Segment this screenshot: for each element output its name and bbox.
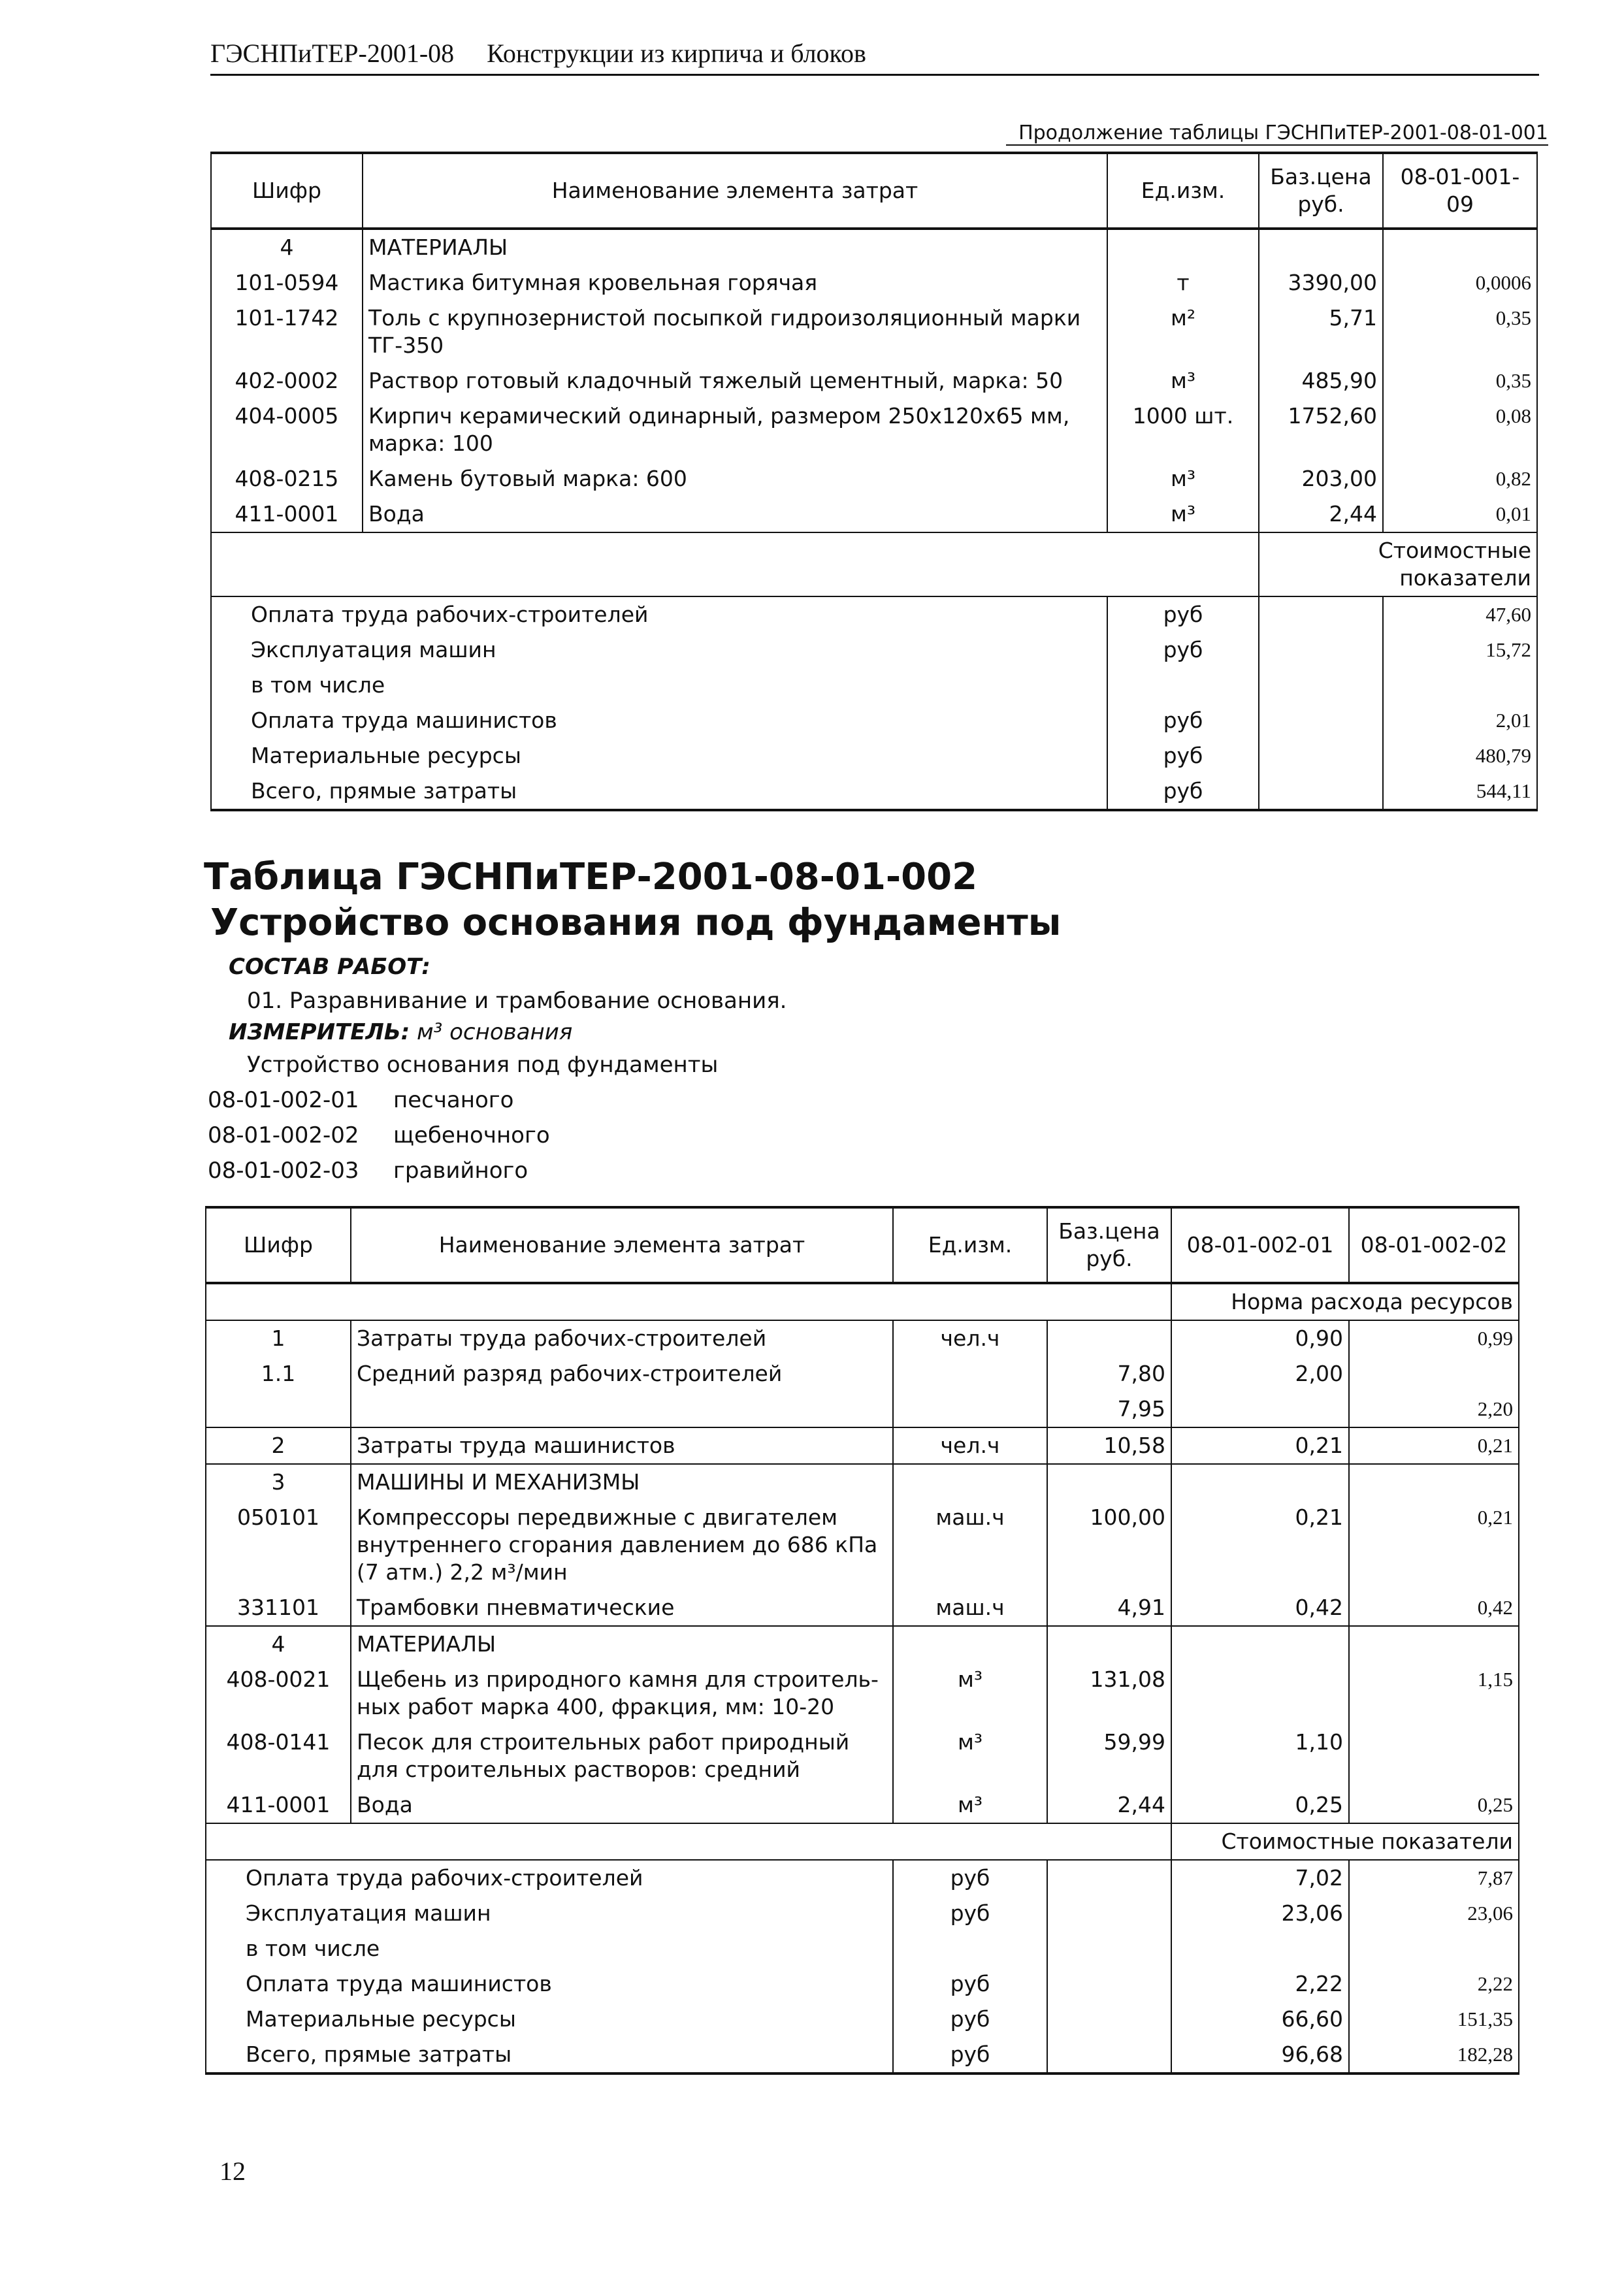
total-label: Оплата труда рабочих-строителей — [211, 596, 1107, 632]
cell-value: 0,82 — [1383, 461, 1537, 496]
total-value: 47,60 — [1383, 596, 1537, 632]
cell-code: 404-0005 — [211, 398, 363, 461]
cell-price: 2,44 — [1259, 496, 1383, 532]
cell-empty — [1047, 2037, 1171, 2073]
cell-empty — [211, 532, 1259, 596]
cell-price: 485,90 — [1259, 363, 1383, 398]
section-name: МАШИНЫ И МЕХАНИЗМЫ — [351, 1464, 893, 1500]
col-header-code: Шифр — [211, 153, 363, 229]
total-value-1: 66,60 — [1171, 2002, 1349, 2037]
total-label: Оплата труда машинистов — [211, 703, 1107, 738]
total-row — [211, 632, 1537, 668]
cell-price: 5,71 — [1259, 301, 1383, 363]
table-row — [206, 1427, 1519, 1464]
variant-name: песчаного — [393, 1087, 514, 1113]
total-row — [206, 1896, 1519, 1931]
cell-unit: 1000 шт. — [1107, 398, 1259, 461]
cost-header: Стоимостные показатели — [1171, 1823, 1519, 1860]
header-code: ГЭСНПиТЕР-2001-08 — [210, 39, 455, 68]
cell-price: 100,00 — [1047, 1500, 1171, 1590]
total-value-2: 23,06 — [1349, 1896, 1519, 1931]
total-label: Эксплуатация машин — [206, 1896, 893, 1931]
col-header-name: Наименование элемента затрат — [351, 1207, 893, 1283]
total-row — [206, 1966, 1519, 2002]
table-continuation-001 — [210, 152, 1538, 811]
section-code: 4 — [206, 1626, 351, 1662]
table-row — [211, 265, 1537, 301]
total-unit: руб — [893, 2002, 1047, 2037]
cell-value-2: 0,21 — [1349, 1500, 1519, 1590]
cell-unit: маш.ч — [893, 1500, 1047, 1590]
total-value — [1383, 668, 1537, 703]
cell-code: 1.1 — [206, 1356, 351, 1391]
cell-empty — [1259, 703, 1383, 738]
total-unit: руб — [1107, 632, 1259, 668]
cell-empty — [206, 1283, 1171, 1320]
table-row — [206, 1662, 1519, 1725]
cell-price: 131,08 — [1047, 1662, 1171, 1725]
cell-price: 1752,60 — [1259, 398, 1383, 461]
cell-unit: м³ — [1107, 461, 1259, 496]
total-unit: руб — [1107, 773, 1259, 810]
cell-value-1 — [1171, 1662, 1349, 1725]
cell-value-2: 0,21 — [1349, 1427, 1519, 1464]
cell-empty — [1047, 1896, 1171, 1931]
cell-price: 2,44 — [1047, 1787, 1171, 1823]
cell-empty — [1383, 229, 1537, 265]
cell-empty — [1047, 1931, 1171, 1966]
total-unit: руб — [893, 1966, 1047, 2002]
col-header-norm-2: 08-01-002-02 — [1349, 1207, 1519, 1283]
table-row — [206, 1320, 1519, 1356]
total-unit: руб — [1107, 596, 1259, 632]
total-label: Всего, прямые затраты — [211, 773, 1107, 810]
section-code: 4 — [211, 229, 363, 265]
cell-price: 4,91 — [1047, 1590, 1171, 1626]
total-value: 15,72 — [1383, 632, 1537, 668]
cell-value-1: 0,42 — [1171, 1590, 1349, 1626]
cell-value: 0,0006 — [1383, 265, 1537, 301]
cell-name: Вода — [351, 1787, 893, 1823]
cell-value-1 — [1171, 1391, 1349, 1427]
cell-empty — [1171, 1626, 1349, 1662]
total-unit: руб — [1107, 703, 1259, 738]
variant-name: гравийного — [393, 1158, 528, 1184]
total-row — [211, 703, 1537, 738]
cell-name: Средний разряд рабочих-строителей — [351, 1356, 893, 1391]
total-row — [206, 1931, 1519, 1966]
meter-label: ИЗМЕРИТЕЛЬ: — [229, 1019, 410, 1045]
cell-value-1: 0,90 — [1171, 1320, 1349, 1356]
section-row — [211, 229, 1537, 265]
total-value-1: 23,06 — [1171, 1896, 1349, 1931]
cell-unit: м³ — [1107, 496, 1259, 532]
cell-name: Мастика битумная кровельная горячая — [363, 265, 1107, 301]
running-header — [210, 38, 1539, 76]
cell-value-2: 0,25 — [1349, 1787, 1519, 1823]
cell-empty — [206, 1823, 1171, 1860]
total-unit: руб — [893, 1860, 1047, 1896]
total-label: Эксплуатация машин — [211, 632, 1107, 668]
total-label: в том числе — [211, 668, 1107, 703]
cell-unit: м² — [1107, 301, 1259, 363]
table-row — [211, 461, 1537, 496]
norm-header: Норма расхода ресурсов — [1171, 1283, 1519, 1320]
cell-empty — [1259, 632, 1383, 668]
total-value-2: 7,87 — [1349, 1860, 1519, 1896]
total-value-1: 2,22 — [1171, 1966, 1349, 2002]
cell-name: Затраты труда машинистов — [351, 1427, 893, 1464]
table-row — [206, 1391, 1519, 1427]
section-name: МАТЕРИАЛЫ — [363, 229, 1107, 265]
cell-value-2 — [1349, 1356, 1519, 1391]
cell-empty — [893, 1464, 1047, 1500]
norm-header-row — [206, 1283, 1519, 1320]
cell-code: 1 — [206, 1320, 351, 1356]
total-row — [211, 738, 1537, 773]
cell-code: 101-1742 — [211, 301, 363, 363]
meter-line — [229, 1019, 572, 1045]
table-row — [211, 363, 1537, 398]
total-unit — [893, 1931, 1047, 1966]
cell-unit: чел.ч — [893, 1427, 1047, 1464]
total-row — [211, 773, 1537, 810]
table-header-row — [206, 1207, 1519, 1283]
total-label: Оплата труда рабочих-строителей — [206, 1860, 893, 1896]
cell-value-1: 0,21 — [1171, 1427, 1349, 1464]
cell-value-1: 0,25 — [1171, 1787, 1349, 1823]
cell-name: Кирпич керамический одинарный, размером 250х120х65 мм, марка: 100 — [363, 398, 1107, 461]
cell-value-2: 1,15 — [1349, 1662, 1519, 1725]
description: Устройство основания под фундаменты — [247, 1052, 719, 1078]
table-row — [206, 1787, 1519, 1823]
cell-name: Компрессоры передвижные с двигателем внутреннего сгорания давлением до 686 кПа (7 атм.) 2,2 м³/мин — [351, 1500, 893, 1590]
col-header-price: Баз.цена руб. — [1047, 1207, 1171, 1283]
cell-empty — [1259, 738, 1383, 773]
cell-empty — [893, 1626, 1047, 1662]
cell-empty — [1047, 1464, 1171, 1500]
cell-code: 402-0002 — [211, 363, 363, 398]
col-header-price: Баз.цена руб. — [1259, 153, 1383, 229]
cell-unit: т — [1107, 265, 1259, 301]
variant-name: щебеночного — [393, 1122, 550, 1148]
cell-price: 7,80 — [1047, 1356, 1171, 1391]
table-title: Таблица ГЭСНПиТЕР-2001-08-01-002 — [204, 856, 978, 898]
total-value-2 — [1349, 1931, 1519, 1966]
cell-name: Песок для строительных работ природный для строительных растворов: средний — [351, 1725, 893, 1787]
total-value: 2,01 — [1383, 703, 1537, 738]
total-label: Материальные ресурсы — [211, 738, 1107, 773]
cost-header-row — [206, 1823, 1519, 1860]
cell-price: 59,99 — [1047, 1725, 1171, 1787]
cell-value: 0,08 — [1383, 398, 1537, 461]
cell-code: 411-0001 — [206, 1787, 351, 1823]
section-name: МАТЕРИАЛЫ — [351, 1626, 893, 1662]
variant-code: 08-01-002-02 — [208, 1122, 359, 1148]
cell-empty — [1349, 1464, 1519, 1500]
cell-price: 203,00 — [1259, 461, 1383, 496]
cell-empty — [1047, 1626, 1171, 1662]
cell-unit: м³ — [1107, 363, 1259, 398]
col-header-code: Шифр — [206, 1207, 351, 1283]
table-002 — [205, 1206, 1519, 2075]
total-value-2: 182,28 — [1349, 2037, 1519, 2073]
total-value-1: 7,02 — [1171, 1860, 1349, 1896]
cell-price: 7,95 — [1047, 1391, 1171, 1427]
section-row — [206, 1464, 1519, 1500]
cell-empty — [1171, 1464, 1349, 1500]
table-row — [206, 1590, 1519, 1626]
cell-price: 10,58 — [1047, 1427, 1171, 1464]
cell-empty — [1107, 229, 1259, 265]
cell-empty — [1349, 1626, 1519, 1662]
cell-unit — [893, 1356, 1047, 1391]
cell-name: Раствор готовый кладочный тяжелый цементный, марка: 50 — [363, 363, 1107, 398]
cell-value: 0,35 — [1383, 301, 1537, 363]
col-header-norm-1: 08-01-002-01 — [1171, 1207, 1349, 1283]
cell-value-1: 1,10 — [1171, 1725, 1349, 1787]
table-header-row — [211, 153, 1537, 229]
section-code: 3 — [206, 1464, 351, 1500]
total-value-2: 151,35 — [1349, 2002, 1519, 2037]
cell-value-2: 0,42 — [1349, 1590, 1519, 1626]
cell-unit: м³ — [893, 1787, 1047, 1823]
section-row — [206, 1626, 1519, 1662]
cell-code: 101-0594 — [211, 265, 363, 301]
total-unit — [1107, 668, 1259, 703]
cell-name: Камень бутовый марка: 600 — [363, 461, 1107, 496]
cell-value-1: 2,00 — [1171, 1356, 1349, 1391]
cell-value: 0,01 — [1383, 496, 1537, 532]
table-subtitle: Устройство основания под фундаменты — [210, 902, 1062, 944]
header-title: Конструкции из кирпича и блоков — [487, 39, 866, 68]
total-label: Оплата труда машинистов — [206, 1966, 893, 2002]
cell-code: 2 — [206, 1427, 351, 1464]
work-item: 01. Разравнивание и трамбование основания. — [247, 988, 787, 1014]
cell-empty — [1047, 1966, 1171, 2002]
total-row — [206, 1860, 1519, 1896]
total-value: 544,11 — [1383, 773, 1537, 810]
cell-empty — [1259, 668, 1383, 703]
cell-empty — [1259, 229, 1383, 265]
cell-value-2 — [1349, 1725, 1519, 1787]
cell-code: 408-0141 — [206, 1725, 351, 1787]
cell-empty — [1259, 596, 1383, 632]
work-composition-label: СОСТАВ РАБОТ: — [229, 954, 430, 980]
table-row — [206, 1356, 1519, 1391]
variant-code: 08-01-002-03 — [208, 1158, 359, 1184]
cell-name: Толь с крупнозернистой посыпкой гидроизоляционный марки ТГ-350 — [363, 301, 1107, 363]
cell-empty — [1047, 2002, 1171, 2037]
total-label: Всего, прямые затраты — [206, 2037, 893, 2073]
col-header-unit: Ед.изм. — [893, 1207, 1047, 1283]
cell-unit — [893, 1391, 1047, 1427]
page-number: 12 — [219, 2156, 246, 2186]
cost-header: Стоимостные показатели — [1259, 532, 1537, 596]
total-unit: руб — [893, 1896, 1047, 1931]
cell-unit: м³ — [893, 1725, 1047, 1787]
col-header-name: Наименование элемента затрат — [363, 153, 1107, 229]
total-label: в том числе — [206, 1931, 893, 1966]
variant-code: 08-01-002-01 — [208, 1087, 359, 1113]
table-row — [206, 1500, 1519, 1590]
cell-unit: м³ — [893, 1662, 1047, 1725]
cell-name: Трамбовки пневматические — [351, 1590, 893, 1626]
cell-code: 408-0215 — [211, 461, 363, 496]
cell-name: Затраты труда рабочих-строителей — [351, 1320, 893, 1356]
cell-unit: чел.ч — [893, 1320, 1047, 1356]
cell-price — [1047, 1320, 1171, 1356]
total-value: 480,79 — [1383, 738, 1537, 773]
total-row — [206, 2002, 1519, 2037]
cell-code: 408-0021 — [206, 1662, 351, 1725]
cell-code: 411-0001 — [211, 496, 363, 532]
total-row — [211, 668, 1537, 703]
cell-name: Вода — [363, 496, 1107, 532]
total-value-1 — [1171, 1931, 1349, 1966]
col-header-unit: Ед.изм. — [1107, 153, 1259, 229]
total-unit: руб — [893, 2037, 1047, 2073]
total-label: Материальные ресурсы — [206, 2002, 893, 2037]
cell-value: 0,35 — [1383, 363, 1537, 398]
cell-value-1: 0,21 — [1171, 1500, 1349, 1590]
cell-code: 050101 — [206, 1500, 351, 1590]
cell-name — [351, 1391, 893, 1427]
total-unit: руб — [1107, 738, 1259, 773]
table-row — [211, 398, 1537, 461]
cell-value-2: 2,20 — [1349, 1391, 1519, 1427]
meter-value: м³ основания — [417, 1019, 573, 1045]
table-row — [211, 496, 1537, 532]
total-row — [206, 2037, 1519, 2073]
cell-empty — [1259, 773, 1383, 810]
cell-value-2: 0,99 — [1349, 1320, 1519, 1356]
cell-code — [206, 1391, 351, 1427]
cell-unit: маш.ч — [893, 1590, 1047, 1626]
total-row — [211, 596, 1537, 632]
col-header-norm: 08-01-001-09 — [1383, 153, 1537, 229]
continuation-caption: Продолжение таблицы ГЭСНПиТЕР-2001-08-01-001 — [1006, 122, 1548, 146]
cell-name: Щебень из природного камня для строитель-ных работ марка 400, фракция, мм: 10-20 — [351, 1662, 893, 1725]
total-value-1: 96,68 — [1171, 2037, 1349, 2073]
cell-empty — [1047, 1860, 1171, 1896]
table-row — [211, 301, 1537, 363]
cell-code: 331101 — [206, 1590, 351, 1626]
cost-header-row — [211, 532, 1537, 596]
total-value-2: 2,22 — [1349, 1966, 1519, 2002]
table-row — [206, 1725, 1519, 1787]
cell-price: 3390,00 — [1259, 265, 1383, 301]
